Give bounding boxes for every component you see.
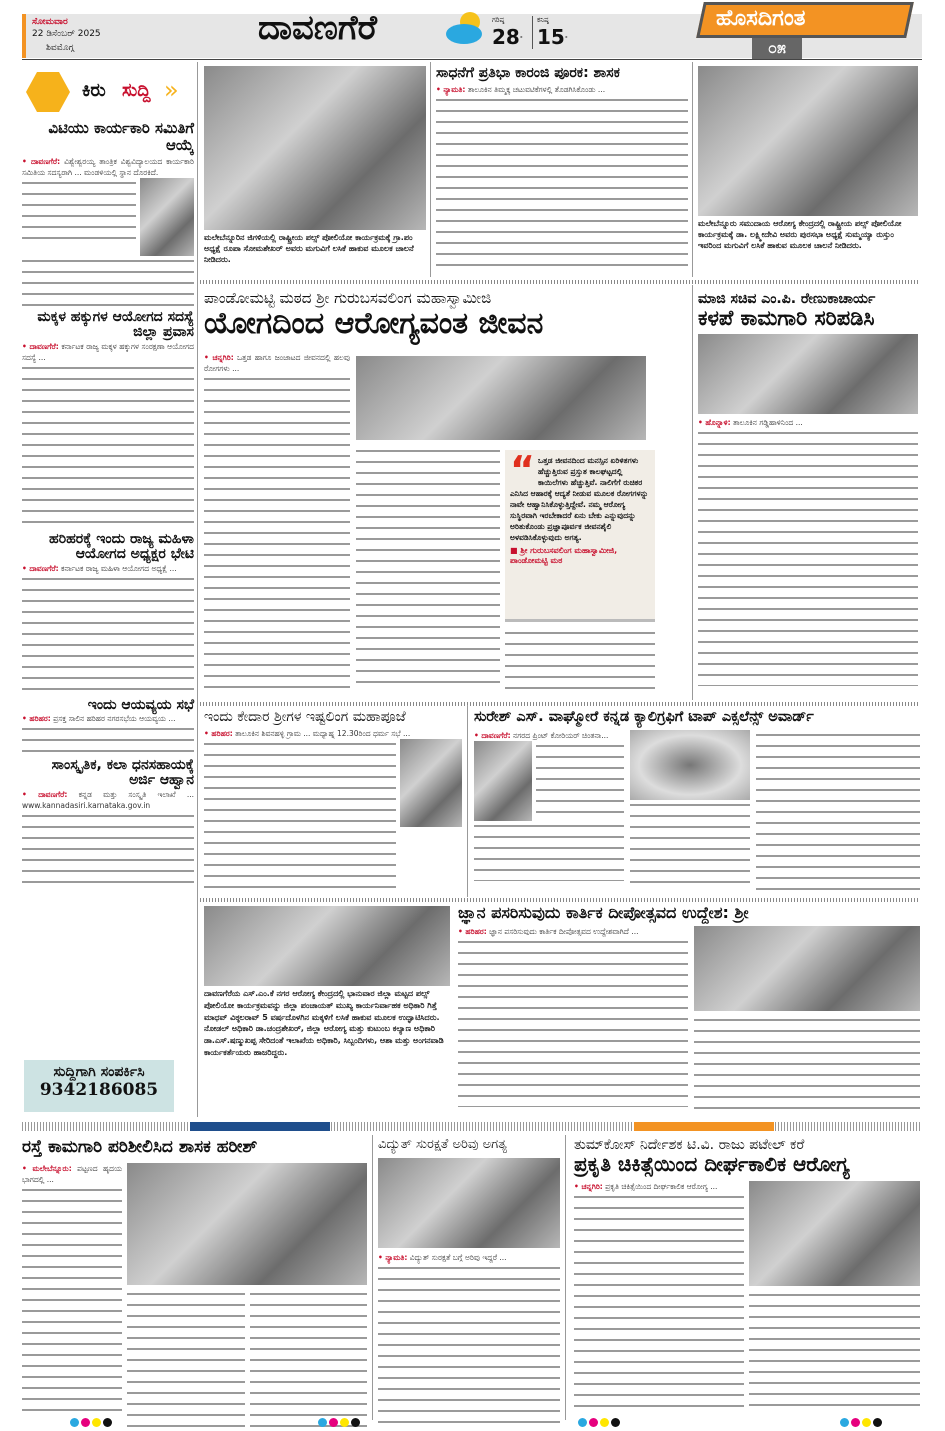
award-story: ಸುರೇಶ್ ಎಸ್. ವಾಘ್ಮೋರೆ ಕನ್ನಡ ಕ್ಯಾಲಿಗ್ರಫಿಗೆ ಟಾಪ್ ಎಕ್ಸಲೆನ್ಸ್ ಅವಾರ್ಡ್ • ದಾವಣಗೆರೆ: ನಗರದ ಪ್ರಿಂಟ್ ಕೋರಿಯರ್ ಚಿಂತನಾ... [474,710,920,896]
sidebar-stories [22,120,194,891]
max-label: ಗರಿಷ್ಠ [492,16,505,24]
story-title: ಯೋಗದಿಂದ ಆರೋಗ್ಯವಂತ ಜೀವನ [204,305,544,341]
column-rule [467,705,468,897]
electric-safety-photo [378,1158,560,1248]
story-title: ಸಾಧನೆಗೆ ಪ್ರತಿಭಾ ಕಾರಂಜಿ ಪೂರಕ: ಶಾಸಕ [436,65,620,81]
story-lead: ಕನ್ನಡ ಮತ್ತು ಸಂಸ್ಕೃತಿ ಇಲಾಖೆ ... www.kannadasiri.karnataka.gov.in [22,789,195,810]
sidebar-story: ಇಂದು ಆಯವ್ಯಯ ಸಭೆ • ಹರಿಹರ: ಪ್ರಸಕ್ತ ಸಾಲಿನ ಹರಿಹರ ನಗರಸಭೆಯ ಆಯವ್ಯಯ ... [22,698,194,754]
chevrons-icon: » [164,76,179,104]
polio-photo-left [204,66,426,230]
story-title: ಸುರೇಶ್ ಎಸ್. ವಾಘ್ಮೋರೆ ಕನ್ನಡ ಕ್ಯಾಲಿಗ್ರಫಿಗೆ ಟಾಪ್ ಎಕ್ಸಲೆನ್ಸ್ ಅವಾರ್ಡ್ [474,709,814,725]
header-rule [22,59,922,60]
story-lead: ಪ್ರಸಕ್ತ ಸಾಲಿನ ಹರಿಹರ ನಗರಸಭೆಯ ಆಯವ್ಯಯ ... [53,713,176,723]
sidebar-story: ಸಾಂಸ್ಕೃತಿಕ, ಕಲಾ ಧನಸಹಾಯಕ್ಕೆ ಅರ್ಜಿ ಆಹ್ವಾನ • ದಾವಣಗೆರೆ: ಕನ್ನಡ ಮತ್ತು ಸಂಸ್ಕೃತಿ ಇಲಾಖೆ ... www.kannadasiri.karnataka.gov.in [22,758,194,891]
naturopathy-photo [749,1181,920,1286]
finger-snap-icon [26,72,70,112]
story-lead: ತಾಲೂಕಿನ ಗಡ್ಡಿಹಾಳಿನಿಂದ ... [733,418,803,428]
district-polio-photo [204,906,450,986]
max-value: 28 [492,25,520,49]
story-lead: ಪ್ರಕೃತಿ ಚಿಕಿತ್ಸೆಯಿಂದ ದೀರ್ಘಕಾಲಿಕ ಆರೋಗ್ಯ ... [605,1182,718,1192]
pratibha-story: ಸಾಧನೆಗೆ ಪ್ರತಿಭಾ ಕಾರಂಜಿ ಪೂರಕ: ಶಾಸಕ • ನ್ಯಾಮತಿ: ತಾಲೂಕಿನ ತಿಮ್ಮಕ್ಕ ಚಟುವಟಿಕೆಗಳಲ್ಲಿ ತೊಡಗಿಸಿಕೊಂಡು ... [436,66,688,275]
dateline: ದಾವಣಗೆರೆ: [38,789,68,799]
story-title: ಕಳಪೆ ಕಾಮಗಾರಿ ಸರಿಪಡಿಸಿ [698,306,875,331]
pull-quote: “ ಒತ್ತಡ ಜೀವನದಿಂದ ಮನಸ್ಸಿನ ಏರಿಳಿತಗಳು ಹೆಚ್ಚುತ್ತಿರುವ ಪ್ರಸ್ತುತ ಕಾಲಘಟ್ಟದಲ್ಲಿ ಕಾಯಿಲೆಗಳು ಹೆಚ್ಚುತ್ತಿವೆ. ನಾಲಿಗೆಗೆ ರುಚಿಕರ ಎನಿಸಿದ ಆಹಾರಕ್ಕೆ ಆದ್ಯತೆ ನೀಡುವ ಮೂಲಕ ರೋಗಗಳನ್ನು ನಾವೇ ಆಹ್ವಾನಿಸಿಕೊಳ್ಳುತ್ತಿದ್ದೇವೆ. ನಮ್ಮ ಆರೋಗ್ಯ ಸುಸ್ಥಿರವಾಗಿ ಇರಬೇಕಾದರೆ ಏನು ಬೇಕು ಎನ್ನುವುದನ್ನು ಅರಿತುಕೊಂಡು ಪ್ರಜ್ಞಾಪೂರ್ವಕ ಜೀವನಶೈಲಿ ಅಳವಡಿಸಿಕೊಳ್ಳುವುದು ಅಗತ್ಯ. ■ ಶ್ರೀ ಗುರುಬಸವಲಿಂಗ ಮಹಾಸ್ವಾಮೀಜಿ, ಪಾಂಡೋಮಟ್ಟಿ ಮಠ [505,450,655,622]
column-rule [565,1135,566,1420]
max-temp [492,16,523,49]
date-block [32,16,101,54]
registration-marks [70,1412,114,1431]
weekday: ಸೋಮವಾರ [32,17,68,27]
sidebar-story: ವಿಟಿಯು ಕಾರ್ಯಕಾರಿ ಸಮಿತಿಗೆ ಆಯ್ಕೆ • ದಾವಣಗೆರೆ: ವಿಶ್ವೇಶ್ವರಯ್ಯ ತಾಂತ್ರಿಕ ವಿಶ್ವವಿದ್ಯಾಲಯದ ಕಾರ್ಯಕಾರಿ ಸಮಿತಿಯ ಸದಸ್ಯರಾಗಿ ... ಮಂಡಳಿಯಲ್ಲಿ ಸ್ಥಾನ ದೊರಕಿದೆ. [22,120,194,306]
column-rule [197,62,198,1117]
dateline: ನ್ಯಾಮತಿ: [443,85,466,95]
story-lead: ಒತ್ತಡ ಹಾಗೂ ಜಂಜಾಟದ ಜೀವನದಲ್ಲಿ ಹಲವು ರೋಗಗಳು ... [204,353,350,373]
story-title: ರಸ್ತೆ ಕಾಮಗಾರಿ ಪರಿಶೀಲಿಸಿದ ಶಾಸಕ ಹರೀಶ್ [22,1137,258,1157]
story-title: ಇಂದು ಕೇದಾರ ಶ್ರೀಗಳ ಇಷ್ಟಲಿಂಗ ಮಹಾಪೂಜೆ [204,709,406,725]
story-lead: ನಗರದ ಪ್ರಿಂಟ್ ಕೋರಿಯರ್ ಚಿಂತನಾ... [513,730,609,740]
dateline: ದಾವಣಗೆರೆ: [29,563,59,573]
dateline: ಮಲೇಬೆನ್ನೂರು: [32,1163,72,1173]
column-rule [692,62,693,277]
polio-photo-right [698,66,918,216]
dateline: ಹರಿಹರ: [465,926,487,936]
story-lead: ಜ್ಞಾನ ಪಸರಿಸುವುದು ಕಾರ್ತಿಕ ದೀಪೋತ್ಸವದ ಉದ್ದೇಶವಾಗಿದೆ ... [489,926,639,936]
naturopathy-story: ತುಮ್‌ಕೋಸ್ ನಿರ್ದೇಶಕ ಟಿ.ವಿ. ರಾಜು ಪಟೇಲ್ ಕರೆ ಪ್ರಕೃತಿ ಚಿಕಿತ್ಸೆಯಿಂದ ದೀರ್ಘಕಾಲಿಕ ಆರೋಗ್ಯ • ಚನ್ನಗಿರಿ: ಪ್ರಕೃತಿ ಚಿಕಿತ್ಸೆಯಿಂದ ದೀರ್ಘಕಾಲಿಕ ಆರೋಗ್ಯ ... [574,1138,920,1415]
row-divider [200,702,920,706]
renukacharya-story: ಮಾಜಿ ಸಚಿವ ಎಂ.ಪಿ. ರೇಣುಕಾಚಾರ್ಯ ಕಳಪೆ ಕಾಮಗಾರಿ ಸರಿಪಡಿಸಿ • ಹೊನ್ನಾಳಿ: ತಾಲೂಕಿನ ಗಡ್ಡಿಹಾಳಿನಿಂದ ... [698,292,918,686]
quote-text: ಒತ್ತಡ ಜೀವನದಿಂದ ಮನಸ್ಸಿನ ಏರಿಳಿತಗಳು ಹೆಚ್ಚುತ್ತಿರುವ ಪ್ರಸ್ತುತ ಕಾಲಘಟ್ಟದಲ್ಲಿ ಕಾಯಿಲೆಗಳು ಹೆಚ್ಚುತ್ತಿವೆ. ನಾಲಿಗೆಗೆ ರುಚಿಕರ ಎನಿಸಿದ ಆಹಾರಕ್ಕೆ ಆದ್ಯತೆ ನೀಡುವ ಮೂಲಕ ರೋಗಗಳನ್ನು ನಾವೇ ಆಹ್ವಾನಿಸಿಕೊಳ್ಳುತ್ತಿದ್ದೇವೆ. ನಮ್ಮ ಆರೋಗ್ಯ ಸುಸ್ಥಿರವಾಗಿ ಇರಬೇಕಾದರೆ ಏನು ಬೇಕು ಎನ್ನುವುದನ್ನು ಅರಿತುಕೊಂಡು ಪ್ರಜ್ಞಾಪೂರ್ವಕ ಜೀವನಶೈಲಿ ಅಳವಡಿಸಿಕೊಳ್ಳುವುದು ಅಗತ್ಯ. [510,456,649,542]
registration-marks [578,1412,622,1431]
road-work-story: ರಸ್ತೆ ಕಾಮಗಾರಿ ಪರಿಶೀಲಿಸಿದ ಶಾಸಕ ಹರೀಶ್ • ಮಲೇಬೆನ್ನೂರು: ಪಟ್ಟಣದ ಹೃದಯ ಭಾಗದಲ್ಲಿ ... [22,1138,367,1429]
dateline: ಚನ್ನಗಿರಿ: [581,1182,603,1192]
photo-caption: ಮಲೇಬೆನ್ನೂರಿನ ಜಿಗಳಿಯಲ್ಲಿ ರಾಷ್ಟ್ರೀಯ ಪಲ್ಸ್ ಪೋಲಿಯೋ ಕಾರ್ಯಕ್ರಮಕ್ಕೆ ಗ್ರಾ.ಪಂ ಅಧ್ಯಕ್ಷೆ ರೂಪಾ ಸೋಮಶೇಖರ್ ಅವರು ಮಗುವಿಗೆ ಲಸಿಕೆ ಹಾಕುವ ಮೂಲಕ ಚಾಲನೆ ನೀಡಿದರು. [204,233,414,264]
contact-box [24,1060,174,1112]
story-lead: ಕರ್ನಾಟಕ ರಾಜ್ಯ ಮಕ್ಕಳ ಹಕ್ಕುಗಳ ಸಂರಕ್ಷಣಾ ಆಯೋಗದ ಸದಸ್ಯೆ ... [22,341,195,362]
story-lead: ತಾಲೂಕಿನ ತಿಮ್ಮಕ್ಕ ಚಟುವಟಿಕೆಗಳಲ್ಲಿ ತೊಡಗಿಸಿಕೊಂಡು ... [467,85,606,95]
story-lead: ಕರ್ನಾಟಕ ರಾಜ್ಯ ಮಹಿಳಾ ಆಯೋಗದ ಅಧ್ಯಕ್ಷೆ ... [61,563,177,573]
dateline: ಹೊನ್ನಾಳಿ: [705,418,731,428]
sidebar-story: ಮಕ್ಕಳ ಹಕ್ಕುಗಳ ಆಯೋಗದ ಸದಸ್ಯೆ ಜಿಲ್ಲಾ ಪ್ರವಾಸ • ದಾವಣಗೆರೆ: ಕರ್ನಾಟಕ ರಾಜ್ಯ ಮಕ್ಕಳ ಹಕ್ಕುಗಳ ಸಂರಕ್ಷಣಾ ಆಯೋಗದ ಸದಸ್ಯೆ ... [22,310,194,528]
story-kicker: ಮಾಜಿ ಸಚಿವ ಎಂ.ಪಿ. ರೇಣುಕಾಚಾರ್ಯ [698,291,876,307]
brand-a: ಕಿರು [82,80,106,101]
row-divider [200,898,920,902]
dateline: ಚನ್ನಗಿರಿ: [212,353,234,362]
story-title: ವಿಟಿಯು ಕಾರ್ಯಕಾರಿ ಸಮಿತಿಗೆ ಆಯ್ಕೆ [48,119,194,154]
story-title: ಪ್ರಕೃತಿ ಚಿಕಿತ್ಸೆಯಿಂದ ದೀರ್ಘಕಾಲಿಕ ಆರೋಗ್ಯ [574,1152,850,1177]
min-temp [532,16,568,49]
newspaper-logo: ಹೊಸದಿಗಂತ [716,6,806,31]
swamiji-photo [400,739,462,827]
photo-caption: ದಾವಣಗೆರೆಯ ಎಸ್.ಎಂ.ಕೆ ನಗರ ಆರೋಗ್ಯ ಕೇಂದ್ರದಲ್ಲಿ ಭಾನುವಾರ ಜಿಲ್ಲಾ ಮಟ್ಟದ ಪಲ್ಸ್ ಪೋಲಿಯೋ ಕಾರ್ಯಕ್ರಮವನ್ನು ಜಿಲ್ಲಾ ಪಂಚಾಯತ್ ಮುಖ್ಯ ಕಾರ್ಯನಿರ್ವಾಹಕ ಅಧಿಕಾರಿ ಗಿತ್ತೆ ಮಾಧವ್ ವಿಠ್ಠಲರಾವ್ 5 ವರ್ಷದೊಳಗಿನ ಮಕ್ಕಳಿಗೆ ಲಸಿಕೆ ಹಾಕುವ ಮೂಲಕ ಉದ್ಘಾಟಿಸಿದರು. ನೋಡಲ್ ಅಧಿಕಾರಿ ಡಾ.ಚಂದ್ರಶೇಖರ್, ಜಿಲ್ಲಾ ಆರೋಗ್ಯ ಮತ್ತು ಕುಟುಂಬ ಕಲ್ಯಾಣ ಅಧಿಕಾರಿ ಡಾ.ಎಸ್.ಷಣ್ಮುಖಪ್ಪ ಸೇರಿದಂತೆ ಇಲಾಖೆಯ ಅಧಿಕಾರಿ, ಸಿಬ್ಬಂದಿಗಳು, ಆಶಾ ಮತ್ತು ಅಂಗನವಾಡಿ ಕಾರ್ಯಕರ್ತೆಯರು ಹಾಜರಿದ್ದರು. [204,989,444,1057]
story-kicker: ಪಾಂಡೋಮಟ್ಟಿ ಮಠದ ಶ್ರೀ ಗುರುಬಸವಲಿಂಗ ಮಹಾಸ್ವಾಮೀಜಿ [204,289,492,307]
electric-safety-story: ವಿದ್ಯುತ್ ಸುರಕ್ಷತೆ ಅರಿವು ಅಗತ್ಯ • ನ್ಯಾಮತಿ: ವಿದ್ಯುತ್ ಸುರಕ್ಷತೆ ಬಗ್ಗೆ ಅರಿವು ಇದ್ದರೆ ... [378,1138,560,1423]
deg: ° [519,36,523,43]
dateline: ಹರಿಹರ: [29,713,51,723]
story-title: ವಿದ್ಯುತ್ ಸುರಕ್ಷತೆ ಅರಿವು ಅಗತ್ಯ [378,1137,507,1152]
section-separator [22,1122,922,1131]
deg: ° [564,36,568,43]
contact-phone: 9342186085 [39,1080,159,1100]
column-rule [372,1135,373,1420]
story-title: ಜ್ಞಾನ ಪಸರಿಸುವುದು ಕಾರ್ತಿಕ ದೀಪೋತ್ಸವದ ಉದ್ದೇಶ: ಶ್ರೀ [458,903,749,922]
contact-label: ಸುದ್ದಿಗಾಗಿ ಸಂಪರ್ಕಿಸಿ [53,1064,145,1080]
city-title: ದಾವಣಗೆರೆ [258,8,377,48]
column-rule [692,285,693,700]
kedara-story: ಇಂದು ಕೇದಾರ ಶ್ರೀಗಳ ಇಷ್ಟಲಿಂಗ ಮಹಾಪೂಜೆ • ಹರಿಹರ: ತಾಲೂಕಿನ ಶಿವನಹಳ್ಳಿ ಗ್ರಾಮ ... ಮಧ್ಯಾಹ್ನ 12.30ರಿಂದ ಧರ್ಮ ಸಭೆ ... [204,710,462,889]
lead-body-col2 [356,446,500,692]
weather-cloud-icon [440,6,490,46]
registration-marks [318,1412,362,1431]
calligraphy-photo [630,730,750,800]
story-title: ಇಂದು ಆಯವ್ಯಯ ಸಭೆ [87,696,194,713]
story-lead: ವಿಶ್ವೇಶ್ವರಯ್ಯ ತಾಂತ್ರಿಕ ವಿಶ್ವವಿದ್ಯಾಲಯದ ಕಾರ್ಯಕಾರಿ ಸಮಿತಿಯ ಸದಸ್ಯರಾಗಿ ... ಮಂಡಳಿಯಲ್ಲಿ ಸ್ಥಾನ ದೊರಕಿದೆ. [22,157,194,177]
suresh-portrait [474,741,532,821]
row-divider [200,280,920,284]
kirusuddi-brand [22,70,182,116]
dateline: ಹರಿಹರ: [211,729,233,739]
photo-caption: ಮಲೇಬೆನ್ನೂರು ಸಮುದಾಯ ಆರೋಗ್ಯ ಕೇಂದ್ರದಲ್ಲಿ ರಾಷ್ಟ್ರೀಯ ಪಲ್ಸ್ ಪೋಲಿಯೋ ಕಾರ್ಯಕ್ರಮಕ್ಕೆ ಡಾ. ಲಕ್ಷ್ಮೀದೇವಿ ಅವರು ಪುರಸಭಾ ಅಧ್ಯಕ್ಷೆ ಸುಮ್ಮಯ್ಯಾ ರುಸ್ತುಂ ಇವರಿಂದ ಮಗುವಿಗೆ ಲಸಿಕೆ ಹಾಕುವ ಮೂಲಕ ಚಾಲನೆ ನೀಡಿದರು. [698,219,902,250]
story-lead: ವಿದ್ಯುತ್ ಸುರಕ್ಷತೆ ಬಗ್ಗೆ ಅರಿವು ಇದ್ದರೆ ... [409,1253,507,1263]
brand-b: ಸುದ್ದಿ [122,80,151,101]
dateline: ದಾವಣಗೆರೆ: [29,341,59,351]
registration-marks [840,1412,884,1431]
lead-body-col1: • ಚನ್ನಗಿರಿ: ಒತ್ತಡ ಹಾಗೂ ಜಂಜಾಟದ ಜೀವನದಲ್ಲಿ ಹಲವು ರೋಗಗಳು ... [204,352,350,694]
lead-body-col3 [505,628,655,692]
story-title: ಮಕ್ಕಳ ಹಕ್ಕುಗಳ ಆಯೋಗದ ಸದಸ್ಯೆ ಜಿಲ್ಲಾ ಪ್ರವಾಸ [37,309,194,341]
yoga-event-photo [356,356,646,440]
renukacharya-photo [698,334,918,414]
lead-story [204,290,688,340]
road-inspection-photo [127,1163,367,1285]
dateline: ನ್ಯಾಮತಿ: [385,1253,408,1263]
dateline: ದಾವಣಗೆರೆ: [30,157,61,166]
deepotsava-story: ಜ್ಞಾನ ಪಸರಿಸುವುದು ಕಾರ್ತಿಕ ದೀಪೋತ್ಸವದ ಉದ್ದೇಶ: ಶ್ರೀ • ಹರಿಹರ: ಜ್ಞಾನ ಪಸರಿಸುವುದು ಕಾರ್ತಿಕ ದೀಪೋತ್ಸವದ ಉದ್ದೇಶವಾಗಿದೆ ... [458,904,920,1111]
dateline: ದಾವಣಗೆರೆ: [481,730,511,740]
column-rule [430,62,431,277]
quote-author: ಶ್ರೀ ಗುರುಬಸವಲಿಂಗ ಮಹಾಸ್ವಾಮೀಜಿ, ಪಾಂಡೋಮಟ್ಟಿ ಮಠ [510,546,618,565]
story-title: ಸಾಂಸ್ಕೃತಿಕ, ಕಲಾ ಧನಸಹಾಯಕ್ಕೆ ಅರ್ಜಿ ಆಹ್ವಾನ [51,756,194,789]
min-label: ಕನಿಷ್ಠ [537,16,549,24]
portrait-photo [140,178,194,256]
min-value: 15 [537,25,565,49]
story-lead: ಪಟ್ಟಣದ ಹೃದಯ ಭಾಗದಲ್ಲಿ ... [22,1163,122,1184]
quote-marks-icon: “ [510,448,535,492]
story-lead: ತಾಲೂಕಿನ ಶಿವನಹಳ್ಳಿ ಗ್ರಾಮ ... ಮಧ್ಯಾಹ್ನ 12.30ರಿಂದ ಧರ್ಮ ಸಭೆ ... [235,729,411,739]
page-number: ೦೫ [752,38,802,60]
edition-city: ಶಿವಮೊಗ್ಗ [46,43,74,53]
sidebar-story: ಹರಿಹರಕ್ಕೆ ಇಂದು ರಾಜ್ಯ ಮಹಿಳಾ ಆಯೋಗದ ಅಧ್ಯಕ್ಷರ ಭೇಟಿ • ದಾವಣಗೆರೆ: ಕರ್ನಾಟಕ ರಾಜ್ಯ ಮಹಿಳಾ ಆಯೋಗದ ಅಧ್ಯಕ್ಷೆ ... [22,532,194,694]
story-title: ಹರಿಹರಕ್ಕೆ ಇಂದು ರಾಜ್ಯ ಮಹಿಳಾ ಆಯೋಗದ ಅಧ್ಯಕ್ಷರ ಭೇಟಿ [49,530,194,563]
story-kicker: ತುಮ್‌ಕೋಸ್ ನಿರ್ದೇಶಕ ಟಿ.ವಿ. ರಾಜು ಪಟೇಲ್ ಕರೆ [574,1137,805,1153]
date: 22 ಡಿಸೆಂಬರ್ 2025 [32,29,101,39]
deepotsava-photo [694,926,920,1011]
